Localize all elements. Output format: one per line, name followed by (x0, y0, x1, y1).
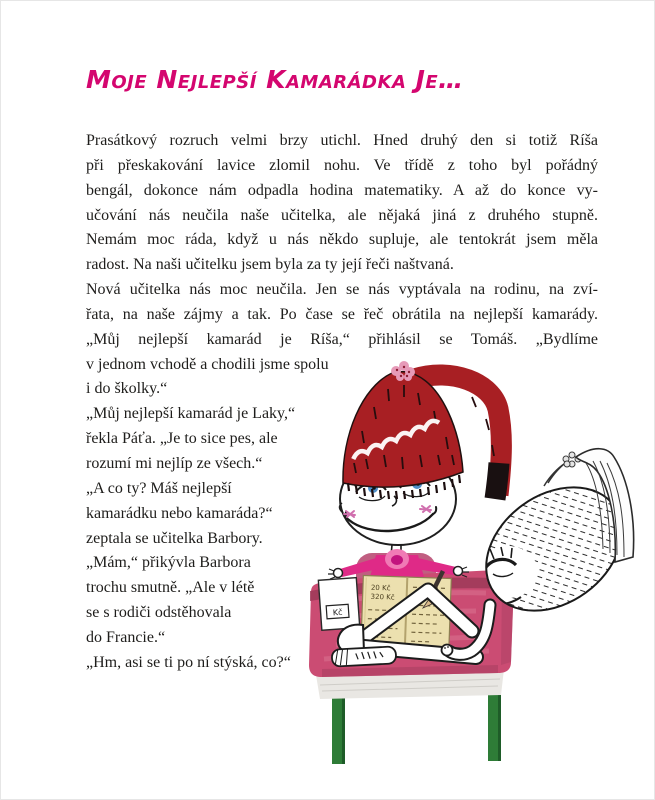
text-line: Nová učitelka nás moc neučila. Jen se nás vyptávala na rodinu, na zví- (86, 281, 598, 299)
text-line: do Francie.“ (86, 628, 166, 646)
notebook-number: 20 Kč (370, 583, 391, 593)
text-line: „Mám,“ přikývla Barbora (86, 554, 251, 572)
text-line: učování nás neučila naše učitelka, ale nějaká jiná z druhého stupně. (86, 206, 598, 224)
paper-label: Kč (332, 607, 343, 618)
text-line: zeptala se učitelka Barbory. (86, 529, 263, 547)
text-line: Prasátkový rozruch velmi brzy utichl. Hned druhý den si totiž Ríša (86, 132, 598, 149)
text-line: „Hm, asi se ti po ní stýská, co?“ (86, 653, 291, 671)
paper-sheet (318, 578, 359, 631)
text-line: kamarádku nebo kamaráda?“ (86, 504, 273, 522)
text-line: Nemám moc ráda, když u nás někdo supluje, ale tentokrát jsem měla (86, 231, 598, 249)
text-line: „Můj nejlepší kamarád je Laky,“ (86, 405, 296, 423)
text-line: při přeskakování lavice zlomil nohu. Ve třídě z toho byl pořádný (86, 156, 598, 174)
text-line: řekla Páťa. „Je to sice pes, ale (86, 430, 278, 448)
text-line: trochu smutně. „Ale v létě (86, 579, 255, 597)
illustration-two-girls-at-desk (296, 359, 655, 771)
text-line: „A co ty? Máš nejlepší (86, 479, 232, 497)
text-line: i do školky.“ (86, 380, 168, 398)
page-title: Moje Nejlepší Kamarádka Je… (86, 65, 464, 94)
left-hand (328, 569, 343, 580)
text-line: bengál, dokonce nám odpadla hodina matematiky. A až do konce vy- (86, 181, 598, 199)
hat-tail-tip (495, 463, 499, 499)
text-line: „Můj nejlepší kamarád je Ríša,“ přihlásil se Tomáš. „Bydlíme (86, 330, 598, 348)
text-line: řata, na naše zájmy a tak. Po čase se řeč obrátila na nejlepší kamarády. (86, 305, 598, 323)
text-line: radost. Na naši učitelku jsem byla za ty její řeči naštvaná. (86, 256, 454, 274)
text-line: rozumí mi nejlíp ze všech.“ (86, 454, 263, 472)
hat-body (343, 372, 463, 487)
pencil-case (332, 646, 397, 666)
text-line: se s rodiči odstěhovala (86, 604, 232, 622)
notebook-number: 320 Kč (370, 592, 395, 602)
red-hat (343, 361, 501, 499)
text-line: v jednom vchodě a chodili jsme spolu (86, 355, 329, 373)
